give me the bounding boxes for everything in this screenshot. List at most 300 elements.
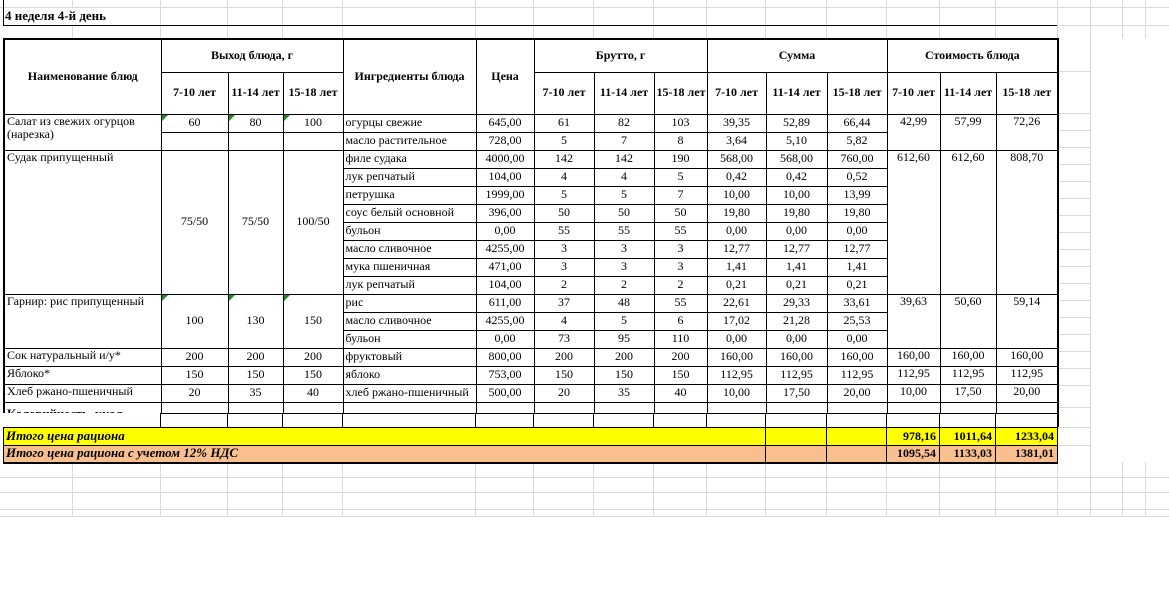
cost-cell[interactable]: 42,99: [887, 114, 940, 150]
cell[interactable]: [996, 414, 1058, 428]
error-indicator-icon: [284, 295, 290, 301]
ingredient-cell[interactable]: фруктовый: [343, 348, 476, 366]
brutto-cell[interactable]: 4: [534, 168, 594, 186]
ingredient-cell[interactable]: филе судака: [343, 150, 476, 168]
gridline: [1057, 0, 1058, 38]
brutto-cell[interactable]: 190: [654, 150, 707, 168]
cell[interactable]: [827, 414, 887, 428]
sum-cell[interactable]: 160,00: [707, 348, 766, 366]
sum-cell[interactable]: 0,00: [766, 222, 827, 240]
sum-cell[interactable]: 0,00: [827, 330, 887, 348]
output-cell[interactable]: 200: [228, 348, 283, 366]
brutto-cell[interactable]: 103: [654, 114, 707, 132]
error-indicator-icon: [284, 115, 290, 121]
header-ingredients[interactable]: Ингредиенты блюда: [343, 39, 476, 114]
gridline: [533, 0, 534, 38]
cell[interactable]: [228, 414, 283, 428]
table-row: [4, 384, 1058, 402]
gridline: [1058, 215, 1090, 216]
output-cell[interactable]: 200: [283, 348, 343, 366]
ingredient-cell[interactable]: лук репчатый: [343, 276, 476, 294]
gridline: [995, 0, 996, 38]
cell[interactable]: [343, 414, 476, 428]
cell[interactable]: [283, 414, 343, 428]
gridline: [706, 0, 707, 38]
ingredient-cell[interactable]: рис: [343, 294, 476, 312]
price-cell[interactable]: 0,00: [476, 222, 534, 240]
sum-cell[interactable]: 19,80: [827, 204, 887, 222]
sum-cell[interactable]: 21,28: [766, 312, 827, 330]
brutto-cell[interactable]: 2: [534, 276, 594, 294]
cell[interactable]: [940, 414, 996, 428]
header-age-col[interactable]: 11-14 лет: [594, 72, 654, 114]
gridline: [939, 0, 940, 38]
dish-name-cell[interactable]: Яблоко*: [4, 366, 161, 384]
cost-cell[interactable]: 112,95: [940, 366, 996, 384]
menu-table: [3, 38, 1059, 427]
table-row: [4, 366, 1058, 384]
price-cell[interactable]: 645,00: [476, 114, 534, 132]
gridline: [1058, 445, 1090, 446]
sum-cell[interactable]: 160,00: [766, 348, 827, 366]
output-cell[interactable]: 40: [283, 384, 343, 402]
cost-cell[interactable]: 59,14: [996, 294, 1058, 348]
error-indicator-icon: [162, 295, 168, 301]
brutto-cell[interactable]: 2: [594, 276, 654, 294]
gridline: [1058, 407, 1090, 408]
table-row: [4, 348, 1058, 366]
header-age-col[interactable]: 15-18 лет: [827, 72, 887, 114]
brutto-cell[interactable]: 5: [534, 186, 594, 204]
gridline: [475, 0, 476, 38]
header-age-col[interactable]: 7-10 лет: [887, 72, 940, 114]
gridline: [0, 477, 1169, 478]
gridline: [826, 0, 827, 38]
sum-cell[interactable]: 19,80: [766, 204, 827, 222]
cost-cell[interactable]: 50,60: [940, 294, 996, 348]
price-cell[interactable]: 611,00: [476, 294, 534, 312]
sum-cell[interactable]: 17,50: [766, 384, 827, 402]
gridline: [0, 492, 1169, 493]
gridline: [0, 7, 1169, 8]
sum-cell[interactable]: 29,33: [766, 294, 827, 312]
dish-name-cell[interactable]: Гарнир: рис припущенный: [4, 294, 161, 348]
gridline: [653, 0, 654, 38]
output-cell[interactable]: 150: [283, 366, 343, 384]
gridline: [72, 0, 73, 7]
price-cell[interactable]: 753,00: [476, 366, 534, 384]
price-cell[interactable]: 396,00: [476, 204, 534, 222]
price-cell[interactable]: 471,00: [476, 258, 534, 276]
total-value-cell[interactable]: 1233,04: [996, 428, 1058, 446]
output-cell[interactable]: 100: [161, 294, 228, 348]
dish-name-cell[interactable]: Судак припущенный: [4, 150, 161, 294]
gridline: [593, 462, 594, 516]
output-cell[interactable]: 130: [228, 294, 283, 348]
gridline: [1058, 300, 1090, 301]
cost-cell[interactable]: 160,00: [887, 348, 940, 366]
brutto-cell[interactable]: 3: [594, 258, 654, 276]
header-age-col[interactable]: 7-10 лет: [707, 72, 766, 114]
header-age-col[interactable]: 15-18 лет: [283, 72, 343, 114]
price-cell[interactable]: 0,00: [476, 330, 534, 348]
gridline: [1058, 249, 1090, 250]
cell[interactable]: [827, 446, 887, 463]
cost-cell[interactable]: 10,00: [887, 384, 940, 402]
cell[interactable]: [654, 414, 707, 428]
cost-cell[interactable]: 112,95: [996, 366, 1058, 384]
brutto-cell[interactable]: 150: [654, 366, 707, 384]
output-cell[interactable]: 75/50: [161, 150, 228, 294]
cell[interactable]: [766, 414, 827, 428]
brutto-cell[interactable]: 37: [534, 294, 594, 312]
cell[interactable]: [4, 414, 161, 428]
cost-cell[interactable]: 112,95: [887, 366, 940, 384]
brutto-cell[interactable]: 7: [654, 186, 707, 204]
sum-cell[interactable]: 12,77: [707, 240, 766, 258]
totals-table: [3, 413, 1058, 464]
table-row: [4, 150, 1058, 168]
brutto-cell[interactable]: 50: [534, 204, 594, 222]
sum-cell[interactable]: 19,80: [707, 204, 766, 222]
brutto-cell[interactable]: 200: [534, 348, 594, 366]
cost-cell[interactable]: 612,60: [940, 150, 996, 294]
ingredient-cell[interactable]: масло сливочное: [343, 240, 476, 258]
ingredient-cell[interactable]: петрушка: [343, 186, 476, 204]
brutto-cell[interactable]: 3: [534, 240, 594, 258]
sum-cell[interactable]: 0,21: [827, 276, 887, 294]
sum-cell[interactable]: 0,42: [707, 168, 766, 186]
header-sum[interactable]: Сумма: [707, 39, 887, 72]
sum-cell[interactable]: 39,35: [707, 114, 766, 132]
sum-cell[interactable]: 3,64: [707, 132, 766, 150]
output-cell[interactable]: 100: [283, 114, 343, 132]
ingredient-cell[interactable]: масло растительное: [343, 132, 476, 150]
header-price[interactable]: Цена: [476, 39, 534, 114]
ingredient-cell[interactable]: бульон: [343, 222, 476, 240]
brutto-cell[interactable]: 200: [594, 348, 654, 366]
total-row-label[interactable]: Итого цена рациона с учетом 12% НДС: [4, 446, 766, 463]
sum-cell[interactable]: 10,00: [707, 186, 766, 204]
header-age-col[interactable]: 11-14 лет: [766, 72, 827, 114]
price-cell[interactable]: 4255,00: [476, 312, 534, 330]
output-cell[interactable]: 150: [161, 366, 228, 384]
gridline: [1122, 462, 1123, 516]
brutto-cell[interactable]: 55: [594, 222, 654, 240]
price-cell[interactable]: 1999,00: [476, 186, 534, 204]
gridline: [1090, 0, 1091, 516]
sum-cell[interactable]: 5,82: [827, 132, 887, 150]
output-cell[interactable]: 75/50: [228, 150, 283, 294]
gridline: [1058, 351, 1090, 352]
brutto-cell[interactable]: 3: [654, 240, 707, 258]
sum-cell[interactable]: 0,00: [827, 222, 887, 240]
sum-cell[interactable]: 760,00: [827, 150, 887, 168]
cell[interactable]: [594, 414, 654, 428]
gridline: [160, 0, 161, 38]
output-cell[interactable]: 35: [228, 384, 283, 402]
header-age-col[interactable]: 7-10 лет: [161, 72, 228, 114]
brutto-cell[interactable]: 8: [654, 132, 707, 150]
total-row: [4, 428, 1058, 446]
header-age-col[interactable]: 15-18 лет: [996, 72, 1058, 114]
cell[interactable]: [161, 414, 228, 428]
brutto-cell[interactable]: 55: [654, 294, 707, 312]
price-cell[interactable]: 500,00: [476, 384, 534, 402]
cell[interactable]: [534, 414, 594, 428]
table-row: [4, 114, 1058, 132]
ingredient-cell[interactable]: огурцы свежие: [343, 114, 476, 132]
output-cell[interactable]: 80: [228, 114, 283, 132]
error-indicator-icon: [162, 115, 168, 121]
gridline: [282, 462, 283, 516]
sum-cell[interactable]: 10,00: [707, 384, 766, 402]
header-age-col[interactable]: 7-10 лет: [534, 72, 594, 114]
total-value-cell[interactable]: 1011,64: [940, 428, 996, 446]
sum-cell[interactable]: 112,95: [827, 366, 887, 384]
error-indicator-icon: [229, 115, 235, 121]
cell[interactable]: [887, 414, 940, 428]
ingredient-cell[interactable]: лук репчатый: [343, 168, 476, 186]
brutto-cell[interactable]: 5: [534, 132, 594, 150]
gridline: [995, 462, 996, 516]
price-cell[interactable]: 728,00: [476, 132, 534, 150]
output-cell[interactable]: 150: [228, 366, 283, 384]
sum-cell[interactable]: 0,00: [766, 330, 827, 348]
total-value-cell[interactable]: 1133,03: [940, 446, 996, 463]
brutto-cell[interactable]: 5: [594, 186, 654, 204]
price-cell[interactable]: 104,00: [476, 168, 534, 186]
gridline: [765, 0, 766, 38]
brutto-cell[interactable]: 150: [534, 366, 594, 384]
gridline: [533, 462, 534, 516]
output-cell[interactable]: 20: [161, 384, 228, 402]
cost-cell[interactable]: 39,63: [887, 294, 940, 348]
sum-cell[interactable]: 0,00: [707, 330, 766, 348]
brutto-cell[interactable]: 35: [594, 384, 654, 402]
gridline: [1058, 130, 1090, 131]
total-value-cell[interactable]: 1381,01: [996, 446, 1058, 463]
gridline: [1122, 0, 1123, 38]
gridline: [1058, 283, 1090, 284]
ingredient-cell[interactable]: яблоко: [343, 366, 476, 384]
gridline: [1058, 164, 1090, 165]
gridline: [706, 462, 707, 516]
sum-cell[interactable]: 0,00: [707, 222, 766, 240]
gridline: [1145, 0, 1146, 38]
brutto-cell[interactable]: 5: [594, 312, 654, 330]
gridline: [72, 462, 73, 516]
cell[interactable]: [766, 428, 827, 446]
price-cell[interactable]: 104,00: [476, 276, 534, 294]
output-cell[interactable]: [161, 132, 228, 150]
gridline: [1058, 113, 1090, 114]
sum-cell[interactable]: 0,21: [707, 276, 766, 294]
sum-cell[interactable]: 20,00: [827, 384, 887, 402]
ingredient-cell[interactable]: соус белый основной: [343, 204, 476, 222]
gridline: [1058, 232, 1090, 233]
brutto-cell[interactable]: 73: [534, 330, 594, 348]
sum-cell[interactable]: 160,00: [827, 348, 887, 366]
sheet-title[interactable]: 4 неделя 4-й день: [5, 8, 107, 23]
brutto-cell[interactable]: 150: [594, 366, 654, 384]
gridline: [342, 462, 343, 516]
gridline: [1058, 385, 1090, 386]
output-cell[interactable]: 200: [161, 348, 228, 366]
header-brutto[interactable]: Брутто, г: [534, 39, 707, 72]
cell[interactable]: [707, 414, 766, 428]
empty-row: [4, 414, 1058, 428]
header-age-col[interactable]: 11-14 лет: [228, 72, 283, 114]
sum-cell[interactable]: 52,89: [766, 114, 827, 132]
ingredient-cell[interactable]: мука пшеничная: [343, 258, 476, 276]
dish-name-cell[interactable]: Сок натуральный и/у*: [4, 348, 161, 366]
cell[interactable]: [827, 428, 887, 446]
sum-cell[interactable]: 66,44: [827, 114, 887, 132]
cost-cell[interactable]: 17,50: [940, 384, 996, 402]
brutto-cell[interactable]: 55: [654, 222, 707, 240]
gridline: [593, 0, 594, 38]
sum-cell[interactable]: 1,41: [827, 258, 887, 276]
sum-cell[interactable]: 0,21: [766, 276, 827, 294]
gridline: [939, 462, 940, 516]
cost-cell[interactable]: 160,00: [996, 348, 1058, 366]
brutto-cell[interactable]: 82: [594, 114, 654, 132]
sum-cell[interactable]: 22,61: [707, 294, 766, 312]
gridline: [1058, 147, 1090, 148]
brutto-cell[interactable]: 48: [594, 294, 654, 312]
brutto-cell[interactable]: 61: [534, 114, 594, 132]
gridline: [342, 0, 343, 38]
title-underline: [3, 25, 1057, 26]
brutto-cell[interactable]: 110: [654, 330, 707, 348]
brutto-cell[interactable]: 4: [534, 312, 594, 330]
brutto-cell[interactable]: 95: [594, 330, 654, 348]
sum-cell[interactable]: 0,42: [766, 168, 827, 186]
cost-cell[interactable]: 612,60: [887, 150, 940, 294]
dish-name-cell[interactable]: Хлеб ржано-пшеничный: [4, 384, 161, 402]
gridline: [1058, 368, 1090, 369]
left-edge-border: [3, 0, 4, 25]
table-row: [4, 294, 1058, 312]
price-cell[interactable]: 4000,00: [476, 150, 534, 168]
price-cell[interactable]: 4255,00: [476, 240, 534, 258]
output-cell[interactable]: 60: [161, 114, 228, 132]
gridline: [1058, 427, 1090, 428]
sum-cell[interactable]: 13,99: [827, 186, 887, 204]
cost-cell[interactable]: 20,00: [996, 384, 1058, 402]
sum-cell[interactable]: 568,00: [766, 150, 827, 168]
gridline: [72, 25, 73, 38]
total-row-label[interactable]: Итого цена рациона: [4, 428, 766, 446]
gridline: [227, 0, 228, 38]
brutto-cell[interactable]: 40: [654, 384, 707, 402]
cost-cell[interactable]: 808,70: [996, 150, 1058, 294]
header-age-col[interactable]: 15-18 лет: [654, 72, 707, 114]
brutto-cell[interactable]: 5: [654, 168, 707, 186]
gridline: [1058, 266, 1090, 267]
sum-cell[interactable]: 33,61: [827, 294, 887, 312]
gridline: [1058, 71, 1090, 72]
brutto-cell[interactable]: 200: [654, 348, 707, 366]
total-value-cell[interactable]: 978,16: [887, 428, 940, 446]
gridline: [0, 516, 1169, 517]
output-cell[interactable]: [228, 132, 283, 150]
gridline: [160, 462, 161, 516]
brutto-cell[interactable]: 55: [534, 222, 594, 240]
brutto-cell[interactable]: 4: [594, 168, 654, 186]
ingredient-cell[interactable]: хлеб ржано-пшеничный: [343, 384, 476, 402]
cost-cell[interactable]: 57,99: [940, 114, 996, 150]
brutto-cell[interactable]: 142: [594, 150, 654, 168]
brutto-cell[interactable]: 20: [534, 384, 594, 402]
gridline: [1058, 334, 1090, 335]
gridline: [886, 0, 887, 38]
gridline: [765, 462, 766, 516]
header-age-col[interactable]: 11-14 лет: [940, 72, 996, 114]
gridline: [1145, 462, 1146, 516]
cell[interactable]: [476, 414, 534, 428]
brutto-cell[interactable]: 50: [654, 204, 707, 222]
gridline: [1058, 181, 1090, 182]
brutto-cell[interactable]: 142: [534, 150, 594, 168]
header-cost[interactable]: Стоимость блюда: [887, 39, 1058, 72]
header-dish-name[interactable]: Наименование блюд: [4, 39, 161, 114]
gridline: [826, 462, 827, 516]
gridline: [227, 462, 228, 516]
sum-cell[interactable]: 12,77: [766, 240, 827, 258]
price-cell[interactable]: 800,00: [476, 348, 534, 366]
ingredient-cell[interactable]: бульон: [343, 330, 476, 348]
cost-cell[interactable]: 160,00: [940, 348, 996, 366]
dish-name-cell[interactable]: Салат из свежих огурцов (нарезка): [4, 114, 161, 150]
brutto-cell[interactable]: 3: [654, 258, 707, 276]
gridline: [886, 462, 887, 516]
gridline: [0, 509, 1169, 510]
output-cell[interactable]: 100/50: [283, 150, 343, 294]
gridline: [653, 462, 654, 516]
brutto-cell[interactable]: 3: [534, 258, 594, 276]
sum-cell[interactable]: 1,41: [707, 258, 766, 276]
sum-cell[interactable]: 10,00: [766, 186, 827, 204]
gridline: [1057, 25, 1169, 26]
sum-cell[interactable]: 568,00: [707, 150, 766, 168]
gridline: [1057, 462, 1058, 516]
cell[interactable]: [766, 446, 827, 463]
gridline: [282, 0, 283, 38]
output-cell[interactable]: [283, 132, 343, 150]
sum-cell[interactable]: 0,52: [827, 168, 887, 186]
sum-cell[interactable]: 17,02: [707, 312, 766, 330]
sum-cell[interactable]: 1,41: [766, 258, 827, 276]
brutto-cell[interactable]: 50: [594, 204, 654, 222]
output-cell[interactable]: 150: [283, 294, 343, 348]
brutto-cell[interactable]: 3: [594, 240, 654, 258]
brutto-cell[interactable]: 7: [594, 132, 654, 150]
sum-cell[interactable]: 25,53: [827, 312, 887, 330]
sum-cell[interactable]: 12,77: [827, 240, 887, 258]
brutto-cell[interactable]: 2: [654, 276, 707, 294]
sum-cell[interactable]: 112,95: [707, 366, 766, 384]
ingredient-cell[interactable]: масло сливочное: [343, 312, 476, 330]
gridline: [1058, 317, 1090, 318]
header-output[interactable]: Выход блюда, г: [161, 39, 343, 72]
brutto-cell[interactable]: 6: [654, 312, 707, 330]
cost-cell[interactable]: 72,26: [996, 114, 1058, 150]
sum-cell[interactable]: 5,10: [766, 132, 827, 150]
total-value-cell[interactable]: 1095,54: [887, 446, 940, 463]
sum-cell[interactable]: 112,95: [766, 366, 827, 384]
